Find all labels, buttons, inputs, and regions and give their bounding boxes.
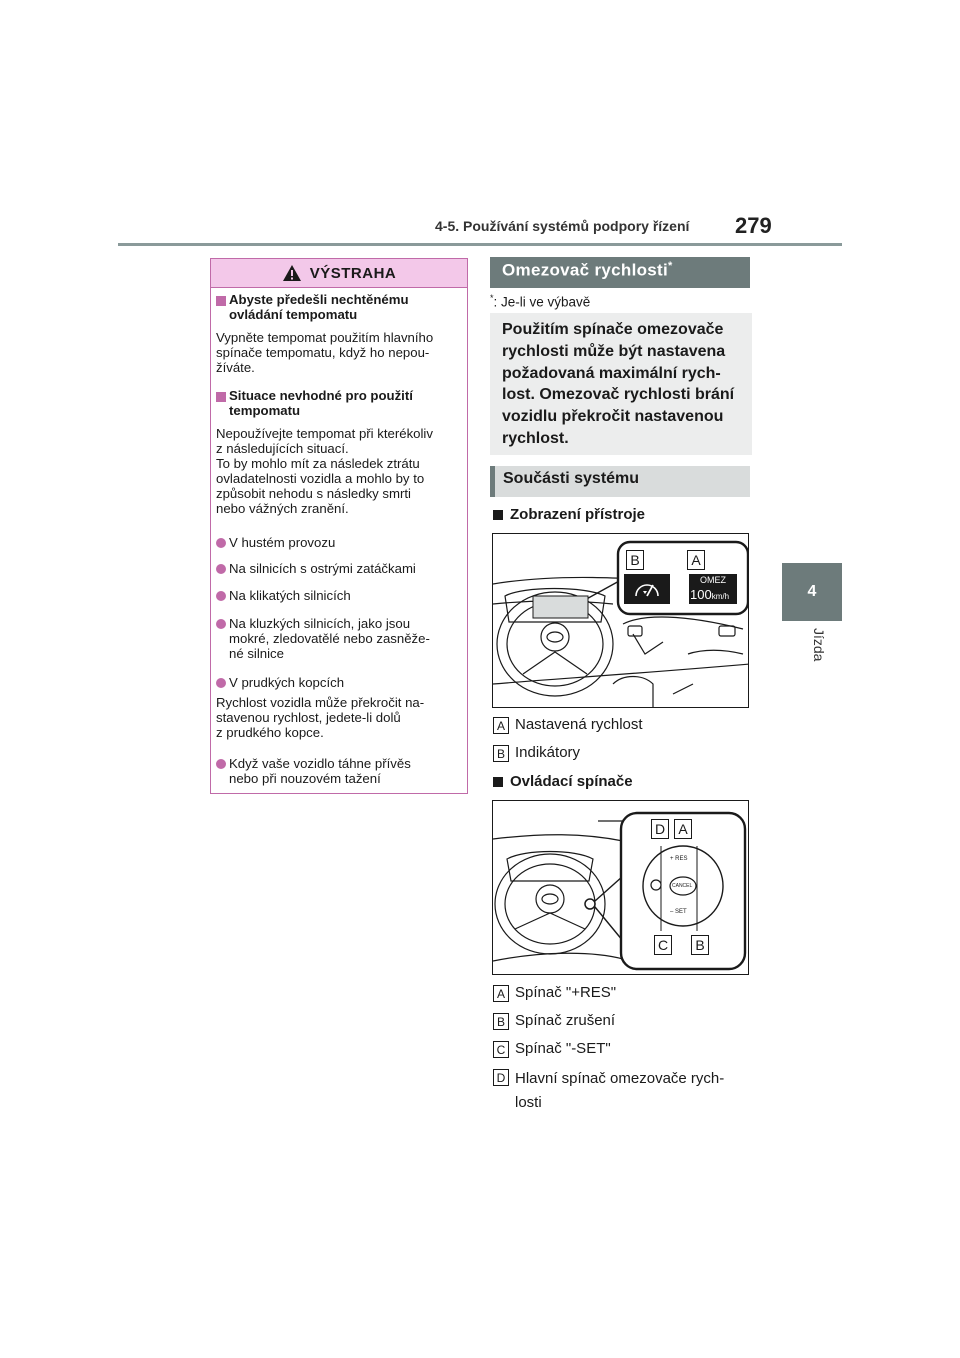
callout-d: D	[651, 819, 669, 839]
components-title: Součásti systému	[503, 470, 640, 487]
res-label: + RES	[670, 856, 688, 862]
round-bullet-icon	[216, 564, 226, 574]
warning-heading-1: Abyste předešli nechtěnému ovládání tempomatu	[229, 292, 409, 322]
switch-item-d: Hlavní spínač omezovače rych- losti	[515, 1070, 725, 1111]
callout-a: A	[674, 819, 692, 839]
warning-body-1: Vypněte tempomat použitím hlavního spínače tempomatu, když ho nepou- žíváte.	[216, 330, 434, 375]
warning-bullet-1: V hustém provozu	[229, 535, 336, 550]
round-bullet-icon	[216, 678, 226, 688]
speed-unit: km/h	[711, 592, 730, 601]
chapter-label: Jízda	[811, 628, 827, 662]
omez-label: OMEZ	[700, 575, 726, 585]
speed-number: 100	[690, 587, 712, 602]
warning-bullet-6: Když vaše vozidlo táhne přívěs nebo při nouzovém tažení	[229, 756, 411, 786]
round-bullet-icon	[216, 591, 226, 601]
footnote-asterisk: *	[490, 293, 494, 303]
set-label: – SET	[670, 909, 687, 915]
square-bullet-icon	[493, 777, 503, 787]
dashboard-illustration	[493, 534, 749, 708]
callout-b: B	[626, 550, 644, 570]
warning-triangle-icon	[282, 264, 302, 282]
callout-b: B	[691, 935, 709, 955]
cancel-label: CANCEL	[672, 883, 693, 889]
square-bullet-icon	[493, 510, 503, 520]
chapter-tab	[782, 563, 842, 621]
warning-bullet-4: Na kluzkých silnicích, jako jsou mokré, zledovatělé nebo zasněže- né silnice	[229, 616, 430, 661]
components-title-bar	[490, 466, 750, 497]
letter-box-a: A	[493, 717, 509, 734]
warning-bullet-3: Na klikatých silnicích	[229, 588, 351, 603]
section-heading	[502, 260, 673, 281]
warning-body-2: Nepoužívejte tempomat při kterékoliv z následujících situací. To by mohlo mít za následek ztrátu ovladatelnosti vozidla a mohlo by to způsobit nehodu s následky smrti nebo vážných zranění.	[216, 426, 433, 516]
page-number: 279	[735, 213, 772, 238]
round-bullet-icon	[216, 538, 226, 548]
header-rule	[118, 243, 842, 246]
round-bullet-icon	[216, 619, 226, 629]
footnote	[490, 293, 590, 310]
display-item-b: Indikátory	[515, 744, 581, 761]
section-heading-text: Omezovač rychlosti	[502, 260, 669, 280]
round-bullet-icon	[216, 759, 226, 769]
warning-bullet-2: Na silnicích s ostrými zatáčkami	[229, 561, 416, 576]
intro-text: Použitím spínače omezovače rychlosti může být nastavena požadovaná maximální rych- lost. Omezovač rychlosti brání vozidlu překročit nastavenou rychlost.	[502, 321, 735, 447]
instrument-display-figure	[492, 533, 749, 708]
letter-box-c: C	[493, 1041, 509, 1058]
callout-a: A	[687, 550, 705, 570]
warning-box	[210, 258, 468, 794]
letter-box-b: B	[493, 745, 509, 762]
warning-header	[211, 259, 467, 288]
switch-item-b: Spínač zrušení	[515, 1012, 616, 1029]
section-title: 4-5. Používání systémů podpory řízení	[435, 218, 690, 234]
switches-heading: Ovládací spínače	[510, 773, 633, 790]
display-heading: Zobrazení přístroje	[510, 506, 646, 523]
square-bullet-icon	[216, 296, 226, 306]
switch-item-a: Spínač "+RES"	[515, 984, 617, 1001]
footnote-text: : Je-li ve výbavě	[493, 294, 591, 310]
set-speed-value	[690, 587, 729, 602]
intro-box	[490, 313, 752, 455]
callout-c: C	[654, 935, 672, 955]
switch-item-c: Spínač "-SET"	[515, 1040, 611, 1057]
warning-title: VÝSTRAHA	[309, 264, 397, 282]
asterisk-mark: *	[668, 260, 673, 272]
square-bullet-icon	[216, 392, 226, 402]
hill-note: Rychlost vozidla může překročit na- stavenou rychlost, jedete-li dolů z prudkého kopce.	[216, 695, 425, 740]
control-switches-figure	[492, 800, 749, 975]
letter-box-d: D	[493, 1069, 509, 1086]
warning-bullet-5: V prudkých kopcích	[229, 675, 345, 690]
section-title-bar	[490, 257, 750, 288]
letter-box-a: A	[493, 985, 509, 1002]
chapter-number: 4	[807, 583, 817, 600]
letter-box-b: B	[493, 1013, 509, 1030]
display-item-a: Nastavená rychlost	[515, 716, 643, 733]
warning-heading-2: Situace nevhodné pro použití tempomatu	[229, 388, 413, 418]
steering-wheel-illustration	[493, 801, 749, 975]
